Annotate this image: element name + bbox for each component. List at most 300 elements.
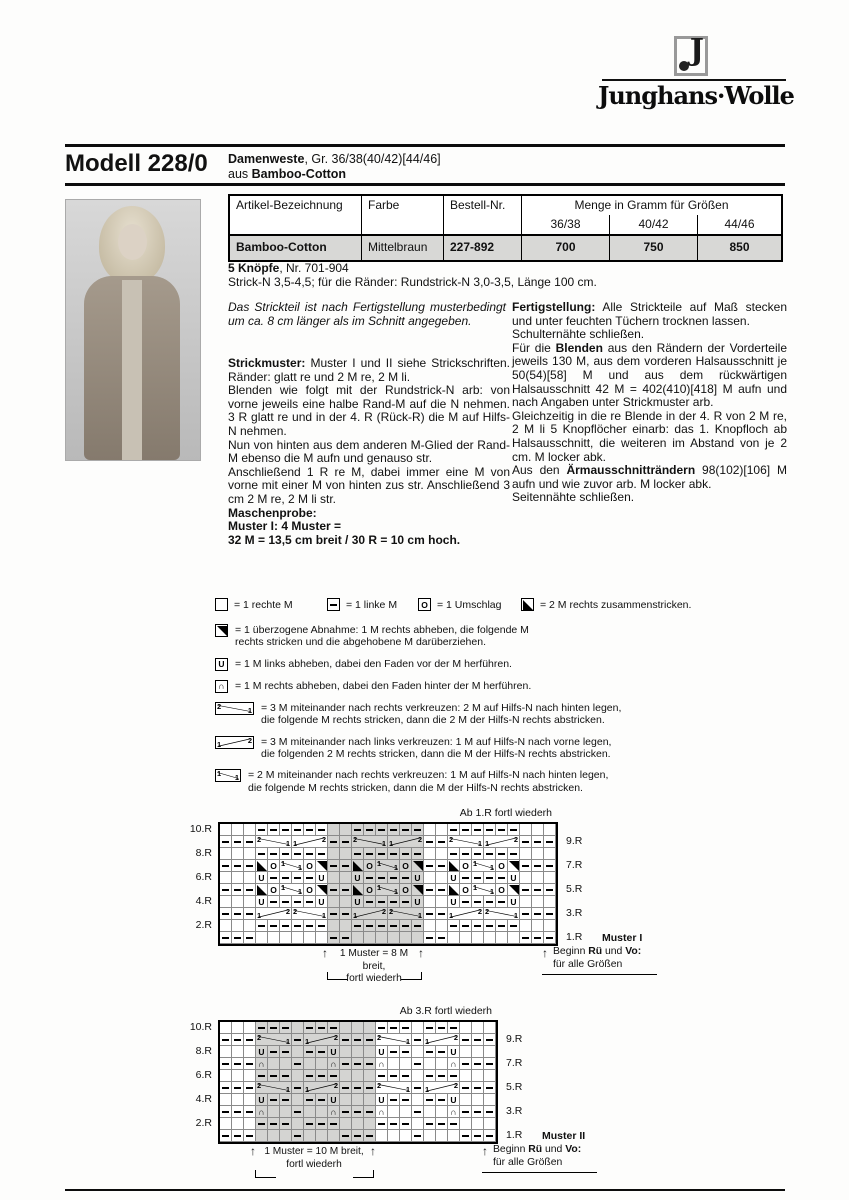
chart-symbol-p: [484, 1082, 496, 1094]
chart-symbol-e: [436, 872, 448, 884]
chart-symbol-p: [436, 1118, 448, 1130]
chart-symbol-p: [364, 1130, 376, 1142]
cross-digit: 1: [393, 887, 398, 896]
purl-dash: [342, 1039, 349, 1041]
chart-symbol-e: [400, 1058, 412, 1070]
chart-symbol-x3l: [388, 836, 424, 848]
chart-symbol-x2r: [376, 860, 400, 872]
chart-symbol-p: [364, 824, 376, 836]
purl-dash: [498, 877, 505, 879]
chart-symbol-p: [388, 1046, 400, 1058]
chart-symbol-e: [292, 1070, 304, 1082]
chart-symbol-e: [364, 1094, 376, 1106]
purl-dash: [258, 853, 265, 855]
chart-symbol-p: [412, 1130, 424, 1142]
chart-symbol-e: [292, 1046, 304, 1058]
chart-symbol-e: [292, 1118, 304, 1130]
paragraph: Strickmuster: Muster I und II siehe Strickschriften. Ränder: glatt re und 2 M re, 2 M li.: [228, 356, 510, 384]
chart-symbol-p: [220, 860, 232, 872]
chart-symbol-p: [268, 1118, 280, 1130]
chart-symbol-p: [304, 920, 316, 932]
legend-text-line: = 3 M miteinander nach links verkreuzen: 1 M auf Hilfs-N nach vorne legen,: [261, 735, 612, 748]
purl-dash: [474, 1111, 481, 1113]
chart-symbol-p: [232, 1082, 244, 1094]
chart-symbol-e: [520, 920, 532, 932]
cross-digit: 1: [281, 883, 286, 892]
chart-symbol-p: [544, 860, 556, 872]
cross-digit: 1: [377, 883, 382, 892]
purl-dash: [486, 829, 493, 831]
purl-dash: [306, 877, 313, 879]
up-arrow-icon: ↑: [482, 1144, 488, 1158]
purl-dash: [402, 1075, 409, 1077]
chart-symbol-p: [244, 884, 256, 896]
purl-dash: [246, 1111, 253, 1113]
cross-digit: 2: [217, 701, 222, 711]
purl-dash: [258, 1123, 265, 1125]
purl-dash: [486, 925, 493, 927]
chart-symbol-p: [424, 860, 436, 872]
chart-symbol-e: [436, 920, 448, 932]
purl-dash: [546, 889, 553, 891]
cross-digit: 1: [293, 839, 298, 848]
chart-symbol-skp: [508, 860, 520, 872]
chart-symbol-p: [232, 932, 244, 944]
chart-symbol-u: U: [256, 872, 268, 884]
purl-dash: [246, 913, 253, 915]
chart-symbol-p: [400, 920, 412, 932]
legend-item: [418, 598, 502, 611]
purl-dash: [462, 925, 469, 927]
chart-row: [220, 1082, 496, 1094]
chart-symbol-p: [436, 1070, 448, 1082]
purl-dash: [498, 829, 505, 831]
purl-dash: [402, 1123, 409, 1125]
chart-symbol-e: [448, 1130, 460, 1142]
chart-symbol-e: [532, 872, 544, 884]
chart-symbol-p: [520, 932, 532, 944]
begin-note: [482, 1144, 597, 1173]
chart-symbol-skp: [316, 884, 328, 896]
chart-symbol-p: [292, 1034, 304, 1046]
purl-dash: [282, 877, 289, 879]
chart-symbol-p: [268, 848, 280, 860]
chart-symbol-e: [280, 1106, 292, 1118]
chart-symbol-k2: [256, 884, 268, 896]
row-label: 9.R: [566, 835, 583, 847]
purl-dash: [450, 829, 457, 831]
purl-dash: [366, 853, 373, 855]
purl-dash: [294, 925, 301, 927]
chart-symbol-e: [256, 932, 268, 944]
chart-symbol-p: [328, 884, 340, 896]
chart-symbol-p: [376, 920, 388, 932]
purl-dash: [222, 1063, 229, 1065]
purl-dash: [450, 1027, 457, 1029]
purl-dash: [426, 937, 433, 939]
purl-dash: [318, 1075, 325, 1077]
chart-symbol-p: [364, 1058, 376, 1070]
purl-dash: [246, 865, 253, 867]
chart-symbol-p: [340, 1058, 352, 1070]
title-rule-bottom: [65, 183, 785, 186]
chart-symbol-k2: [448, 884, 460, 896]
chart-symbol-p: [412, 848, 424, 860]
chart-symbol-p: [304, 848, 316, 860]
cross-digit: 1: [393, 863, 398, 872]
purl-dash: [438, 913, 445, 915]
chart-symbol-u: U: [316, 896, 328, 908]
chart-symbol-e: [448, 932, 460, 944]
chart-symbol-e: [424, 920, 436, 932]
purl-dash: [342, 1087, 349, 1089]
chart-symbol-x3r: [256, 1034, 292, 1046]
chart-symbol-p: [472, 1082, 484, 1094]
cross-digit: 1: [247, 705, 252, 715]
purl-dash: [222, 1135, 229, 1137]
chart-symbol-p: [544, 836, 556, 848]
chart-symbol-e: [244, 1118, 256, 1130]
legend-symbol-x3r: [215, 702, 254, 715]
chart-symbol-p: [532, 908, 544, 920]
chart-symbol-x3l: [484, 836, 520, 848]
chart-symbol-p: [292, 872, 304, 884]
chart-symbol-e: [244, 1022, 256, 1034]
chart-symbol-x3l: [256, 908, 292, 920]
chart-symbol-p: [460, 1082, 472, 1094]
purl-dash: [342, 1135, 349, 1137]
legend-text-line: die folgenden 2 M rechts stricken, dann die M der Hilfs-N rechts abstricken.: [261, 748, 611, 761]
purl-dash: [234, 889, 241, 891]
purl-dash: [306, 1099, 313, 1101]
chart-symbol-p: [520, 908, 532, 920]
purl-dash: [426, 1123, 433, 1125]
cross-digit: 2: [247, 735, 252, 745]
chart-title: Ab 1.R fortl wiederh: [459, 807, 552, 819]
paragraph: Das Strickteil ist nach Fertigstellung musterbedingt um ca. 8 cm länger als im Schnitt angegeben.: [228, 300, 506, 328]
chart-symbol-p: [508, 920, 520, 932]
purl-dash: [222, 1111, 229, 1113]
chart-symbol-x3r: [376, 1034, 412, 1046]
purl-dash: [342, 1111, 349, 1113]
chart-symbol-e: [424, 848, 436, 860]
chart-symbol-n: ∩: [328, 1106, 340, 1118]
symbol-legend-row: [215, 598, 795, 616]
purl-dash: [354, 925, 361, 927]
chart-symbol-e: [508, 932, 520, 944]
chart-symbol-p: [460, 896, 472, 908]
chart-symbol-e: [520, 896, 532, 908]
chart-symbol-p: [388, 920, 400, 932]
cross-digit: 2: [377, 1033, 382, 1042]
purl-dash: [510, 925, 517, 927]
row-label: 3.R: [506, 1105, 523, 1117]
paragraph: Gleichzeitig in die re Blende in der 4. R von 2 M re, 2 M li 5 Knopflöcher einarb: das 1. Knopfloch ab Halsausschnitt, die weiteren im Abstand von je 2 cm. M locker abk.: [512, 408, 787, 464]
purl-dash: [294, 1039, 301, 1041]
chart-symbol-p: [520, 860, 532, 872]
chart-symbol-e: [484, 1046, 496, 1058]
chart-symbol-e: [352, 1070, 364, 1082]
chart-symbol-p: [328, 836, 340, 848]
purl-dash: [366, 1135, 373, 1137]
purl-dash: [222, 1039, 229, 1041]
legend-text-line: = 3 M miteinander nach rechts verkreuzen: 2 M auf Hilfs-N nach hinten legen,: [261, 701, 622, 714]
chart-symbol-e: [352, 1094, 364, 1106]
chart-symbol-x3r: [448, 836, 484, 848]
purl-dash: [366, 1063, 373, 1065]
chart-symbol-p: [316, 1070, 328, 1082]
cross-digit: 1: [417, 911, 422, 920]
cross-digit: 1: [405, 1085, 410, 1094]
chart-symbol-p: [328, 1118, 340, 1130]
chart-symbol-o: O: [496, 884, 508, 896]
chart-row: [220, 896, 556, 908]
chart-symbol-e: [544, 872, 556, 884]
purl-dash: [270, 1051, 277, 1053]
chart-symbol-p: [304, 824, 316, 836]
purl-dash: [234, 937, 241, 939]
purl-dash: [270, 1099, 277, 1101]
chart-symbol-p: [292, 848, 304, 860]
chart-symbol-o: O: [460, 860, 472, 872]
chart-symbol-e: [304, 1130, 316, 1142]
chart-symbol-e: [340, 920, 352, 932]
purl-dash: [474, 853, 481, 855]
cross-digit: 1: [473, 883, 478, 892]
chart-symbol-o: O: [304, 884, 316, 896]
purl-dash: [486, 1111, 493, 1113]
chart-symbol-x3l: [424, 1034, 460, 1046]
purl-dash: [390, 1075, 397, 1077]
legend-symbol-e: [215, 598, 228, 611]
chart-symbol-p: [472, 824, 484, 836]
chart-symbol-e: [328, 896, 340, 908]
chart-symbol-e: [376, 1130, 388, 1142]
chart-symbol-e: [316, 1106, 328, 1118]
chart-symbol-p: [460, 872, 472, 884]
purl-dash: [378, 829, 385, 831]
chart-symbol-e: [244, 896, 256, 908]
chart-symbol-o: O: [364, 860, 376, 872]
legend-text: [248, 769, 608, 794]
chart-symbol-p: [412, 1082, 424, 1094]
purl-dash: [366, 1039, 373, 1041]
purl-dash: [426, 1051, 433, 1053]
chart-symbol-e: [352, 1022, 364, 1034]
chart-symbol-x3l: [352, 908, 388, 920]
chart-symbol-p: [292, 920, 304, 932]
chart-symbol-p: [472, 920, 484, 932]
purl-dash: [438, 889, 445, 891]
purl-dash: [402, 1051, 409, 1053]
legend-text: [261, 702, 621, 727]
purl-dash: [378, 1123, 385, 1125]
chart-symbol-p: [316, 920, 328, 932]
chart-symbol-e: [280, 932, 292, 944]
chart-symbol-e: [304, 932, 316, 944]
purl-dash: [366, 925, 373, 927]
purl-dash: [438, 865, 445, 867]
chart-symbol-p: [436, 932, 448, 944]
chart-symbol-p: [436, 836, 448, 848]
row-label: 1.R: [566, 931, 583, 943]
chart-symbol-p: [316, 848, 328, 860]
chart-symbol-p: [388, 872, 400, 884]
chart-symbol-p: [424, 932, 436, 944]
purl-dash: [294, 853, 301, 855]
chart-symbol-e: [484, 1022, 496, 1034]
chart-symbol-e: [316, 1058, 328, 1070]
legend-text-line: = 1 M links abheben, dabei den Faden vor der M herführen.: [235, 657, 512, 670]
purl-dash: [366, 829, 373, 831]
purl-dash: [342, 937, 349, 939]
purl-dash: [306, 925, 313, 927]
chart-symbol-p: [412, 1058, 424, 1070]
chart-symbol-n: ∩: [328, 1058, 340, 1070]
purl-dash: [426, 889, 433, 891]
purl-dash: [234, 1087, 241, 1089]
cross-digit: 1: [353, 911, 358, 920]
paragraph: Muster I: 4 Muster =: [228, 519, 342, 534]
paragraph: Für die Blenden aus den Rändern der Vorderteile jeweils 130 M, aus dem vorderen Halsausschnitt je 50(54)[58] M und aus dem rückwärtigen Halsausschnitt 42 M = 402(410)[418] M aufn und nach Angaben unter Strickmuster arb.: [512, 340, 787, 410]
chart-row: [220, 1046, 496, 1058]
chart-symbol-e: [364, 1046, 376, 1058]
chart-symbol-skp: [316, 860, 328, 872]
begin-note: [542, 946, 657, 975]
purl-dash: [534, 865, 541, 867]
purl-dash: [354, 853, 361, 855]
purl-dash: [486, 853, 493, 855]
purl-dash: [498, 901, 505, 903]
purl-dash: [342, 1063, 349, 1065]
purl-dash: [354, 1135, 361, 1137]
purl-dash: [462, 853, 469, 855]
purl-dash: [402, 1027, 409, 1029]
chart-symbol-p: [364, 848, 376, 860]
chart-symbol-u: U: [376, 1094, 388, 1106]
purl-dash: [438, 1075, 445, 1077]
purl-dash: [294, 1087, 301, 1089]
knitting-chart-muster-i: [178, 807, 838, 992]
col-header-farbe: Farbe: [362, 196, 444, 234]
chart-symbol-p: [268, 824, 280, 836]
chart-symbol-u: U: [256, 896, 268, 908]
chart-symbol-p: [400, 1022, 412, 1034]
cross-digit: 1: [285, 1037, 290, 1046]
row-label: 5.R: [566, 883, 583, 895]
chart-symbol-k2: [352, 860, 364, 872]
k2tog-triangle: [257, 861, 267, 871]
row-label: 3.R: [566, 907, 583, 919]
purl-dash: [474, 829, 481, 831]
purl-dash: [282, 925, 289, 927]
chart-symbol-u: U: [256, 1046, 268, 1058]
cross-digit: 1: [305, 1085, 310, 1094]
chart-symbol-e: [340, 824, 352, 836]
purl-dash: [390, 901, 397, 903]
purl-dash: [390, 1051, 397, 1053]
cell-bestellnr: 227-892: [444, 234, 522, 260]
cross-digit: 1: [477, 839, 482, 848]
chart-symbol-p: [448, 1118, 460, 1130]
chart-symbol-p: [280, 920, 292, 932]
chart-symbol-e: [340, 1118, 352, 1130]
chart-symbol-e: [244, 872, 256, 884]
chart-symbol-p: [388, 1118, 400, 1130]
cross-digit: 2: [417, 835, 422, 844]
purl-dash: [234, 1111, 241, 1113]
chart-symbol-p: [304, 1022, 316, 1034]
purl-dash: [462, 1135, 469, 1137]
chart-symbol-p: [460, 1034, 472, 1046]
chart-symbol-e: [220, 1094, 232, 1106]
purl-dash: [366, 901, 373, 903]
chart-symbol-p: [220, 908, 232, 920]
purl-dash: [318, 829, 325, 831]
chart-symbol-x2r: [280, 860, 304, 872]
chart-symbol-p: [460, 1130, 472, 1142]
chart-symbol-p: [220, 884, 232, 896]
legend-symbol-p: [327, 598, 340, 611]
chart-symbol-p: [316, 1118, 328, 1130]
size-header-1: 36/38: [550, 217, 581, 231]
purl-dash: [330, 1075, 337, 1077]
purl-dash: [390, 853, 397, 855]
purl-dash: [306, 1075, 313, 1077]
purl-dash: [426, 913, 433, 915]
purl-dash: [306, 1123, 313, 1125]
logo-j-glyph: J: [689, 33, 704, 68]
chart-symbol-p: [244, 1130, 256, 1142]
chart-symbol-x3r: [256, 836, 292, 848]
chart-symbol-e: [364, 1022, 376, 1034]
chart-symbol-p: [496, 896, 508, 908]
paragraph: Schulternähte schließen.: [512, 327, 645, 342]
chart-symbol-e: [268, 1106, 280, 1118]
chart-symbol-e: [304, 1106, 316, 1118]
purl-dash: [342, 913, 349, 915]
chart-symbol-p: [280, 1070, 292, 1082]
chart-symbol-e: [424, 896, 436, 908]
paragraph: Aus den Ärmausschnitträndern 98(102)[106] M aufn und wie zuvor arb. M locker abk.: [512, 463, 787, 491]
purl-dash: [330, 937, 337, 939]
chart-symbol-p: [304, 1094, 316, 1106]
size-header-3: 44/46: [697, 215, 781, 234]
purl-dash: [426, 1027, 433, 1029]
chart-symbol-p: [268, 1022, 280, 1034]
repeat-note-line1: 1 Muster = 8 M breit,: [339, 948, 409, 972]
chart-symbol-p: [352, 920, 364, 932]
chart-symbol-p: [232, 908, 244, 920]
chart-symbol-p: [304, 1070, 316, 1082]
chart-symbol-p: [364, 872, 376, 884]
chart-symbol-p: [352, 1130, 364, 1142]
purl-dash: [534, 937, 541, 939]
chart-symbol-p: [244, 1106, 256, 1118]
purl-dash: [330, 865, 337, 867]
purl-dash: [306, 829, 313, 831]
chart-symbol-e: [460, 932, 472, 944]
repeat-note-line2: fortl wiederh: [286, 1158, 342, 1170]
chart-symbol-p: [388, 1022, 400, 1034]
chart-symbol-p: [484, 872, 496, 884]
chart-symbol-p: [292, 1106, 304, 1118]
chart-symbol-p: [436, 1094, 448, 1106]
chart-symbol-p: [400, 896, 412, 908]
chart-symbol-p: [340, 908, 352, 920]
purl-dash: [270, 853, 277, 855]
purl-dash: [462, 901, 469, 903]
